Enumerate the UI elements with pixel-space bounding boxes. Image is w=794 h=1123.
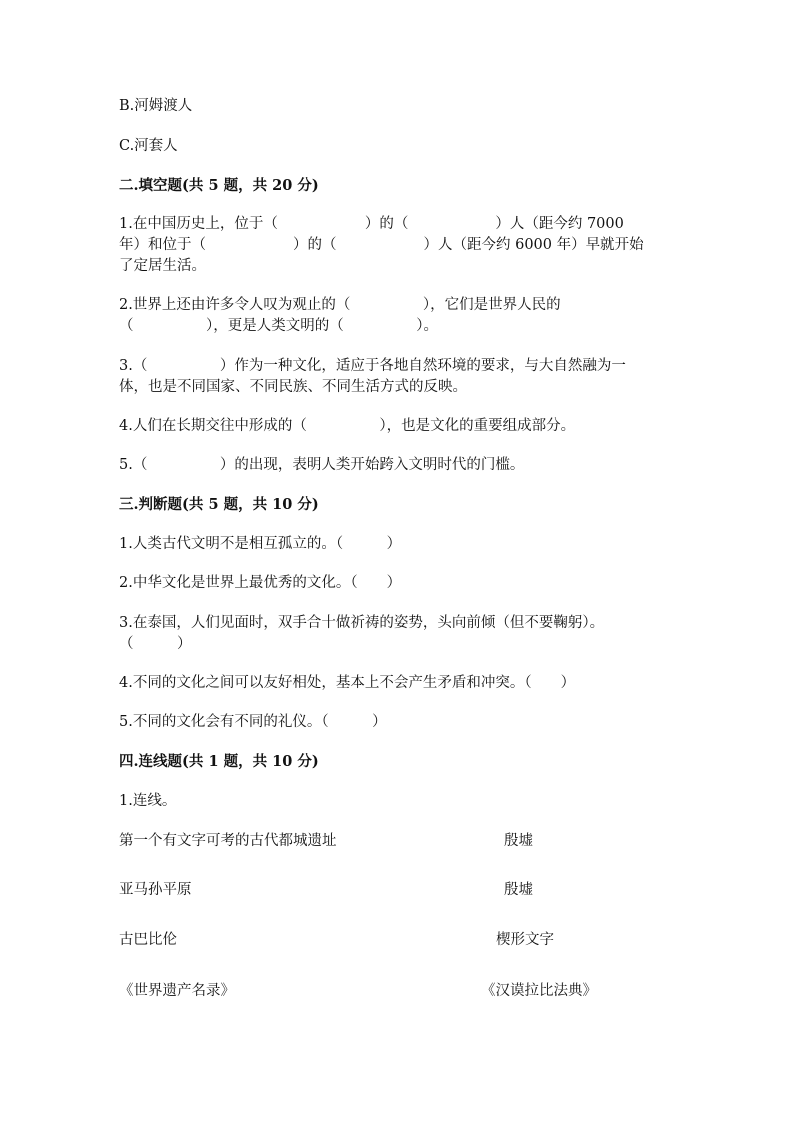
s3-q1: 1.人类古代文明不是相互孤立的。（ ）: [119, 536, 402, 552]
s3-q3-line1: 3.在泰国，人们见面时，双手合十做祈祷的姿势，头向前倾（但不要鞠躬）。: [119, 615, 605, 631]
match-right-2: 殷墟: [504, 882, 533, 898]
s2-q1-line3: 了定居生活。: [119, 258, 206, 274]
match-right-1: 殷墟: [504, 833, 533, 849]
match-right-3: 楔形文字: [496, 932, 554, 948]
s2-q5: 5.（ ）的出现，表明人类开始跨入文明时代的门槛。: [119, 457, 525, 473]
match-left-2: 亚马孙平原: [119, 882, 192, 898]
s2-q2-line1: 2.世界上还由许多令人叹为观止的（ ），它们是世界人民的: [119, 297, 561, 313]
s2-q3-line1: 3.（ ）作为一种文化，适应于各地自然环境的要求，与大自然融为一: [119, 358, 626, 374]
s3-q5: 5.不同的文化会有不同的礼仪。（ ）: [119, 714, 387, 730]
s3-q2: 2.中华文化是世界上最优秀的文化。（ ）: [119, 575, 402, 591]
match-right-4: 《汉谟拉比法典》: [481, 983, 597, 999]
section4-heading: 四.连线题(共 1 题，共 10 分): [119, 753, 319, 770]
section3-heading: 三.判断题(共 5 题，共 10 分): [119, 496, 319, 513]
match-left-3: 古巴比伦: [119, 932, 177, 948]
option-c: C.河套人: [119, 138, 178, 154]
option-b: B.河姆渡人: [119, 98, 193, 114]
section2-heading: 二.填空题(共 5 题，共 20 分): [119, 177, 319, 194]
s2-q1-line2: 年）和位于（ ）的（ ）人（距今约 6000 年）早就开始: [119, 237, 644, 253]
s3-q4: 4.不同的文化之间可以友好相处，基本上不会产生矛盾和冲突。（ ）: [119, 675, 576, 691]
s2-q4: 4.人们在长期交往中形成的（ ），也是文化的重要组成部分。: [119, 418, 576, 434]
match-left-1: 第一个有文字可考的古代都城遗址: [119, 833, 337, 849]
match-left-4: 《世界遗产名录》: [119, 983, 235, 999]
s4-q1: 1.连线。: [119, 793, 177, 809]
s2-q3-line2: 体，也是不同国家、不同民族、不同生活方式的反映。: [119, 379, 467, 395]
s3-q3-line2: （ ）: [119, 636, 192, 652]
s2-q2-line2: （ ），更是人类文明的（ ）。: [119, 318, 438, 334]
s2-q1-line1: 1.在中国历史上，位于（ ）的（ ）人（距今约 7000: [119, 216, 624, 232]
